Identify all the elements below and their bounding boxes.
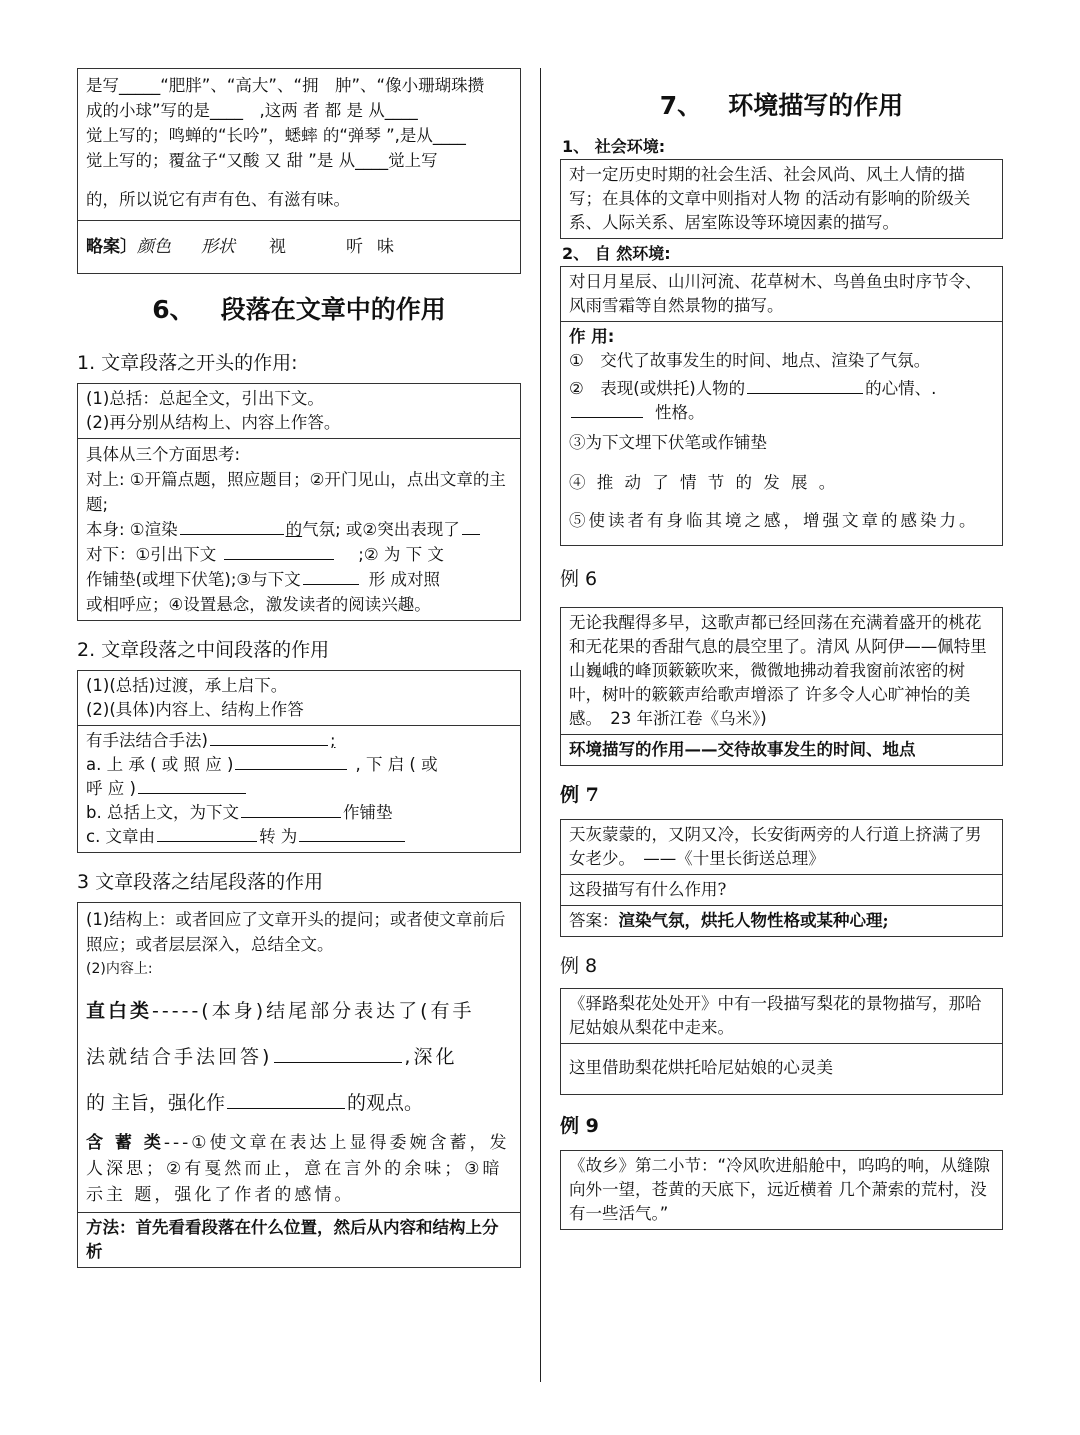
function-label: 作 用: [569, 327, 615, 346]
ending-direct [86, 988, 512, 1126]
direct-text: 的观点。 [347, 1092, 424, 1114]
transition-text: a. 上 承 ( 或 照 应 ) [86, 755, 234, 774]
example-9-box [560, 1150, 1003, 1230]
answer-blank [241, 816, 341, 818]
answer-blank [747, 392, 863, 394]
answer-item: 味 [377, 237, 394, 257]
example-7-question: 这段描写有什么作用? [561, 874, 1002, 905]
direct-text: ,深化 [404, 1046, 458, 1068]
below-text: 对下：①引出下文 [86, 545, 217, 564]
example-8-box [560, 988, 1003, 1095]
example-8-text: 《驿路梨花处处开》中有一段描写梨花的景物描写，那哈尼姑娘从梨花中走来。 [569, 994, 982, 1037]
technique-text: ; [329, 731, 336, 750]
middle-summary-1: (1)(总括)过渡，承上启下。 [86, 676, 288, 695]
example-7-box [560, 819, 1003, 937]
answer-blank [462, 533, 480, 535]
part-2-heading: 2. 文章段落之中间段落的作用 [77, 639, 330, 661]
middle-summary-2: (2)(具体)内容上、结构上作答 [86, 700, 304, 719]
answer-item: 颜色 [137, 237, 171, 257]
function-item [569, 401, 994, 425]
example-7-answer [561, 905, 1002, 936]
answer-blank [303, 583, 359, 585]
ending-method: 方法：首先看看段落在什么位置，然后从内容和结构上分析 [78, 1212, 520, 1267]
section-title: 环境描写的作用 [728, 91, 904, 120]
answer-blank [235, 768, 347, 770]
answer-blank [571, 416, 643, 418]
answer-blank [210, 744, 328, 746]
example-7-label: 例 7 [560, 784, 599, 806]
opening-detail-self [86, 517, 512, 542]
senses-line-3: 觉上写的；鸣蝉的“长吟”，蟋蟀 的“弹琴 ”,是从____ [86, 126, 466, 145]
column-divider [540, 68, 541, 1382]
opening-detail-below [86, 542, 512, 567]
section-number: 6、 [152, 295, 195, 324]
natural-environment-function [561, 321, 1002, 545]
middle-transition-a2 [86, 777, 512, 801]
implicit-text: ---①使文章在表达上显得委婉含蓄，发人深思；②有戛然而止，意在言外的余味；③暗示主 题，强化了作者的感情。 [86, 1133, 510, 1205]
answer-blank [274, 1061, 402, 1063]
technique-text: 有手法结合手法) [86, 731, 208, 750]
middle-paragraph-box [77, 670, 521, 853]
answer-item: 听 [346, 237, 363, 257]
example-7-text: 天灰蒙蒙的，又阴又冷，长安街两旁的人行道上挤满了男女老少。 ——《十里长街送总理》 [569, 825, 982, 868]
answer-blank [227, 1107, 345, 1109]
opening-paragraph-box [77, 383, 521, 621]
foreshadow-text: 作铺垫(或埋下伏笔);③与下文 [86, 570, 301, 589]
middle-transition-a [86, 753, 512, 777]
below-text: ;② 为 下 文 [358, 545, 444, 564]
transition-text: 呼 应 ) [86, 779, 136, 798]
section-7-heading [560, 86, 1003, 122]
transition-text: 转 为 [259, 827, 298, 846]
answer-label: 略案〕 [86, 237, 137, 257]
natural-environment-label: 2、 自 然环境: [562, 244, 671, 263]
middle-summary [78, 671, 520, 725]
self-text: 气氛; 或②突出表现了 [302, 520, 460, 539]
function-text: ② 表现(或烘托)人物的 [569, 379, 746, 398]
example-6-text: 无论我醒得多早，这歌声都已经回荡在充满着盛开的桃花和无花果的香甜气息的晨空里了。清风 从阿伊——佩特里山巍峨的峰顶簌簌吹来，微微地拂动着我窗前浓密的树叶，树叶的簌簌声给歌声增添了 许多令人心旷神怡的美感。 23 年浙江卷《乌米》) [569, 613, 987, 728]
social-environment-text: 对一定历史时期的社会生活、社会风尚、风土人情的描写；在具体的文章中则指对人物 的活动有影响的阶级关系、人际关系、居室陈设等环境因素的描写。 [569, 165, 971, 232]
part-3-heading: 3 文章段落之结尾段落的作用 [77, 871, 324, 893]
middle-details [78, 725, 520, 852]
ending-implicit [86, 1130, 512, 1208]
opening-details [78, 438, 520, 620]
example-8-label: 例 8 [560, 955, 598, 977]
example-box-senses [77, 68, 521, 274]
ending-content-label: (2)内容上: [86, 961, 153, 977]
transition-text: b. 总括上文，为下文 [86, 803, 239, 822]
social-environment-box [560, 159, 1003, 239]
left-column [77, 68, 521, 1268]
senses-line-5: 的，所以说它有声有色、有滋有味。 [86, 190, 350, 209]
example-9-label: 例 9 [560, 1115, 599, 1137]
middle-transition-b [86, 801, 512, 825]
example-6-label: 例 6 [560, 568, 598, 590]
function-item: ③为下文埋下伏笔或作铺垫 [569, 433, 767, 452]
answer-blank [157, 840, 257, 842]
example-9-text: 《故乡》第二小节：“冷风吹进船舱中，呜呜的响，从缝隙向外一望，苍黄的天底下，远近横着 几个萧索的荒村，没有一些活气。” [569, 1156, 991, 1223]
senses-line-1: 是写_____“肥胖”、“高大”、“拥 肿”、“像小珊瑚珠攒 [86, 76, 485, 95]
opening-summary-2: (2)再分别从结构上、内容上作答。 [86, 413, 341, 432]
function-text: 的心情、. [865, 379, 937, 398]
foreshadow-text: 形 成对照 [368, 570, 440, 589]
direct-text: -----(本身)结尾部分表达了(有手 [152, 1000, 475, 1022]
self-text: 的 [285, 520, 303, 539]
senses-answer [78, 220, 520, 273]
answer-blank [180, 533, 284, 535]
right-column [560, 68, 1003, 1230]
opening-detail-above: 对上: ①开篇点题，照应题目；②开门见山，点出文章的主题; [86, 470, 506, 514]
middle-transition-c [86, 825, 512, 849]
section-6-heading [77, 290, 521, 326]
direct-text: 法就结合手法回答) [86, 1046, 273, 1068]
direct-label: 直白类 [86, 1000, 153, 1022]
social-environment-label: 1、 社会环境: [562, 137, 666, 156]
answer-blank [224, 558, 334, 560]
transition-text: c. 文章由 [86, 827, 156, 846]
direct-text: 的 主旨，强化作 [86, 1092, 226, 1114]
answer-blank [138, 792, 246, 794]
answer-text: 渲染气氛，烘托人物性格或某种心理; [618, 911, 889, 930]
example-8-answer: 这里借助梨花烘托哈尼姑娘的心灵美 [561, 1043, 1002, 1094]
answer-blank [299, 840, 405, 842]
answer-prefix: 答案： [569, 911, 619, 930]
opening-summary-1: (1)总括：总起全文，引出下文。 [86, 389, 324, 408]
opening-summary [78, 384, 520, 438]
ending-structure: (1)结构上：或者回应了文章开头的提问；或者使文章前后照应；或者层层深入，总结全文。 [86, 910, 506, 954]
senses-line-4: 觉上写的；覆盆子“又酸 又 甜 ”是 从____觉上写 [86, 151, 438, 170]
opening-detail-intro: 具体从三个方面思考: [86, 445, 241, 464]
natural-environment-text: 对日月星辰、山川河流、花草树木、鸟兽鱼虫时序节令、风雨雪霜等自然景物的描写。 [569, 272, 982, 315]
example-6-box [560, 607, 1003, 766]
answer-item: 形状 [201, 237, 235, 257]
section-title: 段落在文章中的作用 [220, 295, 446, 324]
senses-line-2: 成的小球”写的是____ ,这两 者 都 是 从____ [86, 101, 418, 120]
ending-paragraph-box [77, 902, 521, 1268]
middle-technique [86, 729, 512, 753]
opening-detail-foreshadow [86, 567, 512, 592]
transition-text: 作铺垫 [342, 803, 393, 822]
answer-item: 视 [269, 237, 286, 257]
part-1-heading: 1. 文章段落之开头的作用: [77, 352, 298, 374]
example-6-answer: 环境描写的作用——交待故事发生的时间、地点 [561, 734, 1002, 765]
function-item: ⑤使读者有身临其境之感，增强文章的感染力。 [569, 511, 979, 530]
self-text: 本身: ①渲染 [86, 520, 178, 539]
function-text: 性格。 [655, 403, 705, 422]
function-item [569, 377, 994, 401]
opening-detail-suspense: 或相呼应；④设置悬念，激发读者的阅读兴趣。 [86, 595, 431, 614]
section-number: 7、 [659, 91, 703, 120]
ending-details [78, 903, 520, 1212]
natural-environment-box [560, 266, 1003, 546]
function-item: ④ 推 动 了 情 节 的 发 展 。 [569, 473, 839, 492]
transition-text: , 下 启 ( 或 [355, 755, 438, 774]
implicit-label: 含 蓄 类 [86, 1133, 164, 1153]
senses-question [78, 69, 520, 220]
function-item: ① 交代了故事发生的时间、地点、渲染了气氛。 [569, 351, 931, 370]
